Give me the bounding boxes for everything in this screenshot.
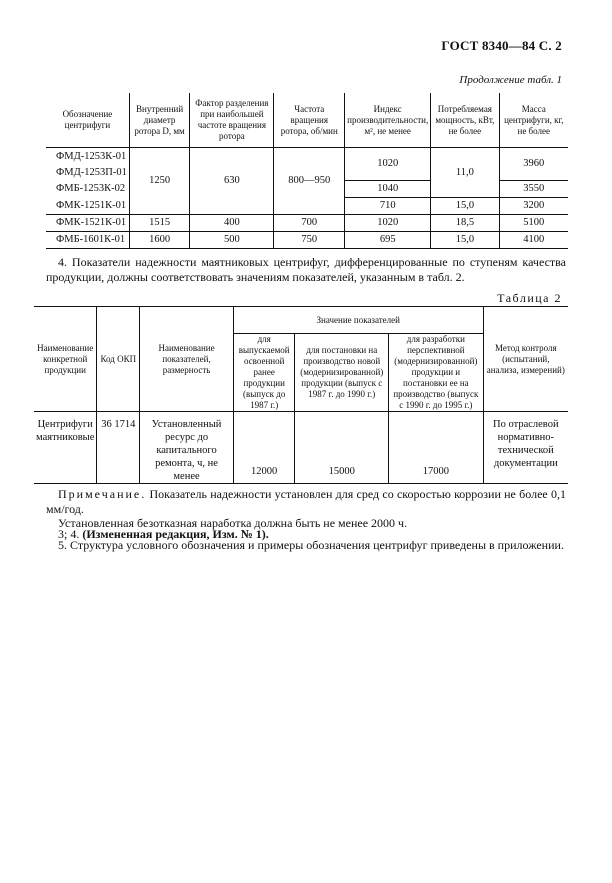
table-row xyxy=(34,412,568,484)
t1-cell-name: ФМБ-1601К-01 xyxy=(46,231,129,248)
t1-cell-power: 18,5 xyxy=(431,214,499,231)
t1-cell-mass: 4100 xyxy=(499,231,568,248)
t1-cell-index: 1020 xyxy=(345,214,431,231)
t1-header-speed: Частота вращения ротора, об/мин xyxy=(274,93,345,148)
note-text: Показатель надежности установлен для сред со скоростью коррозии не более 0,1 мм/год. xyxy=(46,487,566,516)
t2-cell-code: 36 1714 xyxy=(97,412,140,484)
t2-header-values: Значение показателей xyxy=(233,307,483,334)
t1-cell-factor: 500 xyxy=(190,231,274,248)
note-label: Примечание. xyxy=(58,487,147,501)
t1-cell-name: ФМД-1253К-01 xyxy=(56,150,127,162)
amendment-note: (Измененная редакция, Изм. № 1). xyxy=(82,527,269,541)
t1-cell-mass: 3550 xyxy=(499,180,568,197)
t1-header-factor: Фактор разделения при наибольшей частоте вращения ротора xyxy=(190,93,274,148)
t2-cell-value-3: 17000 xyxy=(389,412,484,484)
t1-cell-diameter: 1250 xyxy=(129,148,189,215)
paragraph-4: 4. Показатели надежности маятниковых центрифуг, дифференцированные по ступеням качества продукции, должны соответствовать значениям показателей, указанным в табл. 2. xyxy=(46,255,566,284)
t2-header-indicator: Наименование показателей, размерность xyxy=(140,307,234,412)
t1-header-power: Потребляемая мощность, кВт, не более xyxy=(431,93,499,148)
amendment-prefix: 3; 4. xyxy=(58,527,80,541)
t1-cell-index: 695 xyxy=(345,231,431,248)
t1-cell-factor: 400 xyxy=(190,214,274,231)
t1-cell-name: ФМД-1253П-01 xyxy=(56,166,127,178)
t1-cell-mass: 3960 xyxy=(499,148,568,181)
table-2-caption: Таблица 2 xyxy=(497,291,562,305)
paragraph-5: 5. Структура условного обозначения и примеры обозначения центрифуг приведены в приложении. xyxy=(58,538,564,552)
t2-header-code: Код ОКП xyxy=(97,307,140,412)
t2-cell-product: Центрифуги маятниковые xyxy=(34,412,97,484)
t1-cell-power: 11,0 xyxy=(431,148,499,198)
t1-header-mass: Масса центрифуги, кг, не более xyxy=(499,93,568,148)
t1-cell-name: ФМБ-1253К-02 xyxy=(56,183,126,194)
t1-cell-factor: 630 xyxy=(190,148,274,215)
t2-header-value-3: для разработки перспективной (модернизированной) продукции и постановки ее на производство (выпуск с 1990 г. до 1995 г.) xyxy=(389,334,484,412)
t1-cell-speed: 700 xyxy=(274,214,345,231)
t1-cell-power: 15,0 xyxy=(431,197,499,214)
t2-cell-method: По отраслевой нормативно-технической документации xyxy=(483,412,568,484)
t1-header-designation: Обозначение центрифуги xyxy=(46,93,129,148)
table-continuation-label: Продолжение табл. 1 xyxy=(459,74,562,86)
t2-header-value-1: для выпускаемой освоенной ранее продукции (выпуск до 1987 г.) xyxy=(233,334,295,412)
t1-cell-name: ФМК-1251К-01 xyxy=(56,199,127,211)
t1-header-diameter: Внутренний диаметр ротора D, мм xyxy=(129,93,189,148)
t1-cell-index: 710 xyxy=(345,197,431,214)
t1-cell-diameter: 1600 xyxy=(129,231,189,248)
table-2 xyxy=(34,306,568,484)
t1-cell-speed: 750 xyxy=(274,231,345,248)
t1-cell-index: 1040 xyxy=(345,180,431,197)
t1-cell-diameter: 1515 xyxy=(129,214,189,231)
table-row xyxy=(46,214,568,231)
t2-header-method: Метод контроля (испытаний, анализа, измерений) xyxy=(483,307,568,412)
paragraph-mtbf: Установленная безотказная наработка должна быть не менее 2000 ч. xyxy=(58,516,408,530)
table-row xyxy=(46,231,568,248)
t1-cell-speed: 800—950 xyxy=(274,148,345,215)
page-header: ГОСТ 8340—84 С. 2 xyxy=(441,38,562,53)
t2-cell-value-2: 15000 xyxy=(295,412,389,484)
table-1-header-row xyxy=(46,93,568,148)
t2-cell-indicator: Установленный ресурс до капитального ремонта, ч, не менее xyxy=(140,412,234,484)
t1-cell-name: ФМК-1521К-01 xyxy=(46,214,129,231)
table-row xyxy=(46,148,568,165)
t1-header-index: Индекс производительности, м², не менее xyxy=(345,93,431,148)
t1-cell-mass: 5100 xyxy=(499,214,568,231)
t2-cell-value-1: 12000 xyxy=(233,412,295,484)
t1-cell-index: 1020 xyxy=(345,148,431,181)
table-1 xyxy=(46,93,568,249)
t2-header-product: Наименование конкретной продукции xyxy=(34,307,97,412)
note xyxy=(46,487,566,517)
t1-cell-power: 15,0 xyxy=(431,231,499,248)
t1-cell-mass: 3200 xyxy=(499,197,568,214)
t2-header-value-2: для постановки на производство новой (модернизированной) продукции (выпуск с 1987 г. до 1990 г.) xyxy=(295,334,389,412)
